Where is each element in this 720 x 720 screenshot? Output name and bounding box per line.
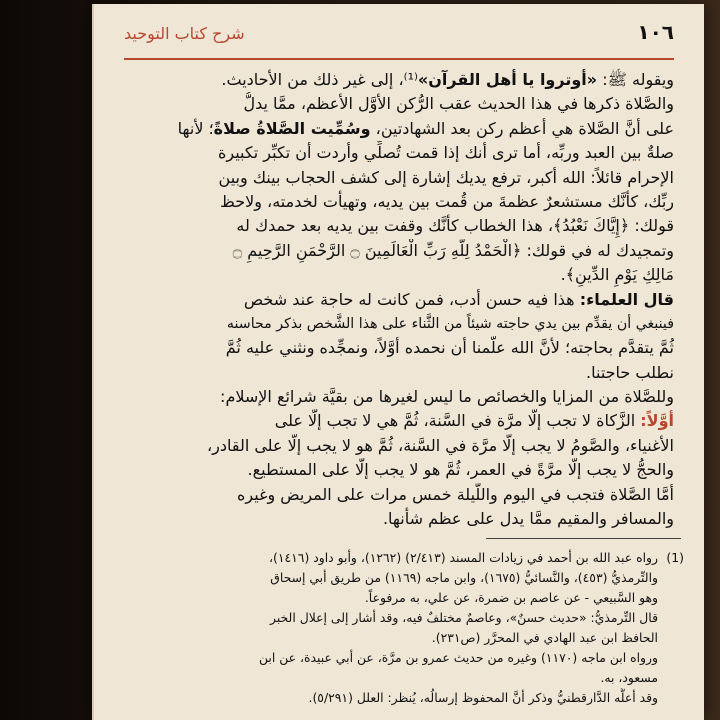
text-line: صلةٌ بين العبد وربِّه، أما ترى أنك إذا قمت تُصلِّي وأردت أن تكبِّر تكبيرة [218, 143, 674, 163]
main-text [134, 68, 674, 531]
text-line: على أنَّ الصَّلاة هي أعظم ركن بعد الشهادتين، وسُمِّيت الصَّلاةُ صلاةً؛ لأنها [177, 118, 674, 138]
text-line: وللصَّلاة من المزايا والخصائص ما ليس لغيرها من بقيَّة شرائع الإسلام: [220, 387, 674, 407]
text-line: أوَّلاً: الزَّكاة لا تجب إلَّا مرَّة في السَّنة، ثُمَّ هي لا تجب إلَّا على [274, 411, 674, 431]
text-line: قال العلماء: هذا فيه حسن أدب، فمن كانت له حاجة عند شخص [243, 289, 674, 309]
text-line: الإحرام قائلاً: الله أكبر، ترفع يديك إشارة إلى كشف الحجاب بينك وبين [218, 167, 674, 187]
footnote-line: وهو السَّبيعي - عن عاصم بن ضمرة، عن علي، به مرفوعاً. [364, 590, 658, 605]
footnote-marker: (1) [666, 550, 684, 565]
running-title: شرح كتاب التوحيد [124, 24, 245, 43]
text-line: ربِّك، كأنَّك مستشعرٌ عظمةَ من قُمت بين يديه، وتهيأت لخدمته، ولاحظ [220, 191, 674, 211]
text-line: وتمجيدك له في قولك: ﴿الْحَمْدُ لِلَّهِ رَبِّ الْعَالَمِينَ ۝ الرَّحْمَنِ الرَّحِيمِ ۝ [232, 240, 674, 260]
text-line: ثُمَّ يتقدَّم بحاجته؛ لأنَّ الله علَّمنا أن نحمده أوَّلاً، ونمجِّده ونثني عليه ثُمَّ [225, 338, 674, 358]
text-line: ويقوله ﷺ: «أوتروا يا أهل القرآن»⁽¹⁾، إلى غير ذلك من الأحاديث. [221, 70, 674, 89]
book-page [92, 4, 704, 720]
text-line: الأغنياء، والصَّومُ لا يجب إلَّا مرَّة في السَّنة، ثُمَّ هو لا يجب إلَّا على القادر، [206, 435, 674, 455]
footnote-line: الحافظ ابن عبد الهادي في المحرَّر (ص٢٣١). [431, 630, 658, 645]
footnote-line: ورواه ابن ماجه (١١٧٠) وغيره من حديث عمرو بن مرَّة، عن أبي عبيدة، عن ابن [258, 650, 658, 665]
footnote-line: قال التِّرمذيُّ: «حديث حسنٌ»، وعاصمٌ مختلفٌ فيه، وقد أشار إلى إعلال الخبر [269, 610, 658, 625]
footnote-line: وقد أعلَّه الدَّارقطنيُّ وذكر أنَّ المحفوظ إرسالُه، يُنظر: العلل (٥/٢٩١). [308, 690, 658, 705]
text-line: قولك: ﴿إِيَّاكَ نَعْبُدُ﴾، هذا الخطاب كأنَّك وقفت بين يديه بعد حمدك له [236, 216, 674, 236]
text-line: والصَّلاة ذكرها في هذا الحديث عقب الرُّكن الأوَّل الأعظم، ممَّا يدلُّ [243, 94, 674, 114]
footnote-line: (1)رواه عبد الله بن أحمد في زيادات المسند (٢/٤١٣) (١٢٦٢)، وأبو داود (١٤١٦)، [134, 548, 684, 568]
page-header [124, 18, 674, 60]
text-line: نطلب حاجتنا. [586, 362, 674, 382]
footnote-separator [486, 538, 681, 539]
footnote-line: والتِّرمذيُّ (٤٥٣)، والنَّسائيُّ (١٦٧٥)، وابن ماجه (١١٦٩) من طريق أبي إسحاق [270, 570, 658, 585]
text-line: والحجُّ لا يجب إلَّا مرَّةً في العمر، ثُمَّ هو لا يجب إلَّا على المستطيع. [247, 460, 674, 480]
text-line: فينبغي أن يقدِّم بين يدي حاجته شيئاً من الثَّناء على هذا الشَّخص بذكر محاسنه [226, 315, 674, 332]
text-line: مَالِكِ يَوْمِ الدِّينِ﴾. [560, 265, 674, 285]
footnotes [134, 548, 684, 708]
text-line: أمَّا الصَّلاة فتجب في اليوم واللَّيلة خمس مرات على المريض وغيره [237, 484, 674, 504]
text-line: والمسافر والمقيم ممَّا يدل على عظم شأنها. [382, 509, 674, 529]
page-number: ١٠٦ [637, 20, 674, 44]
footnote-line: مسعود، به. [600, 670, 658, 685]
